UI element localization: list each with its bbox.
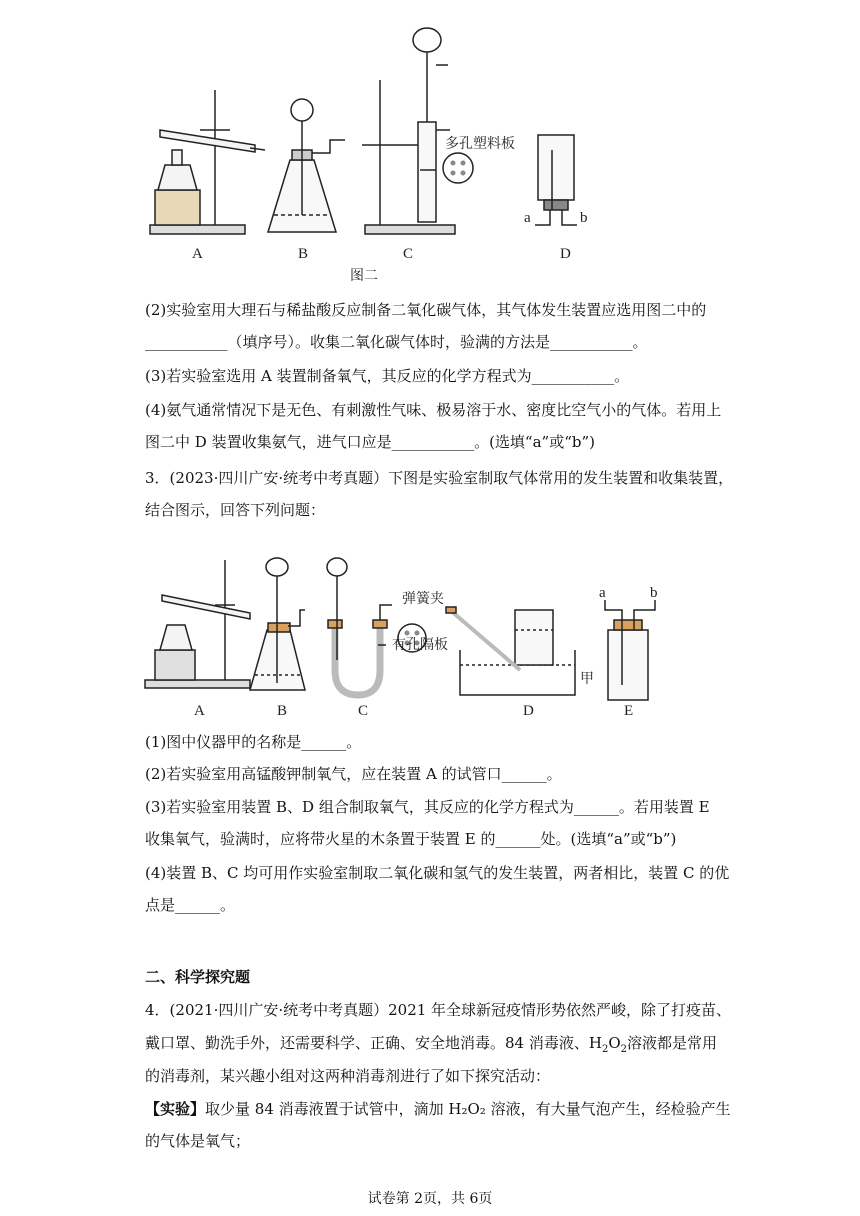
q3-fig-port-a: a [599,585,606,601]
fig2-port-a: a [524,210,531,226]
q4-line2 [145,1033,717,1060]
q3-part4-line2: 点是______。 [145,896,236,914]
fig2-label-d: D [560,246,571,262]
section-2-title: 二、科学探究题 [145,968,251,986]
q3-part1: (1)图中仪器甲的名称是______。 [145,733,362,751]
q3-apparatus-figure [140,555,660,725]
page-footer: 试卷第 2页，共 6页 [367,1191,493,1207]
q4-line5: 的气体是氧气； [145,1132,251,1150]
q3-fig-jia: 甲 [580,671,594,687]
q2-part4-line1: (4)氨气通常情况下是无色、有刺激性气味、极易溶于水、密度比空气小的气体。若用上 [145,401,722,419]
q2-part3: (3)若实验室选用 A 装置制备氧气，其反应的化学方程式为___________。 [145,367,630,385]
fig2-label-b: B [298,246,309,262]
q4-line3: 的消毒剂，某兴趣小组对这两种消毒剂进行了如下探究活动： [145,1067,551,1085]
q3-fig-spring-clip: 弹簧夹 [402,591,444,607]
q4-line4-text: 取少量 84 消毒液置于试管中，滴加 H₂O₂ 溶液，有大量气泡产生，经检验产生 [205,1100,731,1118]
figure-2-apparatus [140,10,610,285]
q3-fig-label-b: B [277,703,288,719]
q4-line1: 4．(2021·四川广安·统考中考真题）2021 年全球新冠疫情形势依然严峻，除了打疫苗、 [145,1001,732,1019]
q3-part3-line2: 收集氧气，验满时，应将带火星的木条置于装置 E 的______处。(选填“a”或“b”) [145,830,677,848]
q2-part2-line2: ___________（填序号）。收集二氧化碳气体时，验满的方法是___________。 [145,333,648,351]
q3-part2: (2)若实验室用高锰酸钾制氧气，应在装置 A 的试管口______。 [145,765,562,783]
q4-sub1: 2 [601,1044,609,1055]
fig2-label-a: A [192,246,203,262]
q2-part2-line1: (2)实验室用大理石与稀盐酸反应制备二氧化碳气体，其气体发生装置应选用图二中的 [145,301,707,319]
fig2-port-b: b [580,210,588,226]
q3-intro-line2: 结合图示，回答下列问题： [145,501,326,519]
q4-experiment-tag: 【实验】 [145,1100,206,1118]
q3-fig-label-d: D [523,703,534,719]
q4-h: H [588,1034,602,1052]
q3-intro-line1: 3．(2023·四川广安·统考中考真题）下图是实验室制取气体常用的发生装置和收集装置， [145,469,734,487]
fig2-label-c: C [403,246,414,262]
q4-line2-tail: 溶液都是常用 [627,1034,718,1052]
q3-part4-line1: (4)装置 B、C 均可用作实验室制取二氧化碳和氢气的发生装置，两者相比，装置 C 的优 [145,864,730,882]
q2-part4-line2: 图二中 D 装置收集氨气，进气口应是___________。(选填“a”或“b”) [145,433,595,451]
q3-fig-label-e: E [624,703,634,719]
q3-fig-label-a: A [194,703,205,719]
q3-part3-line1: (3)若实验室用装置 B、D 组合制取氧气，其反应的化学方程式为______。若用装置 E [145,798,710,816]
q4-sub2: 2 [620,1044,628,1055]
q3-fig-perforated-plate: 有孔隔板 [392,637,448,653]
q4-line4 [145,1099,731,1119]
q3-fig-label-c: C [358,703,369,719]
q3-fig-port-b: b [650,585,658,601]
fig2-annotation-porous-plate: 多孔塑料板 [445,136,515,152]
fig2-caption: 图二 [350,268,378,284]
q4-line2-text: 戴口罩、勤洗手外，还需要科学、正确、安全地消毒。84 消毒液、 [145,1034,589,1052]
q4-o: O [608,1034,621,1052]
